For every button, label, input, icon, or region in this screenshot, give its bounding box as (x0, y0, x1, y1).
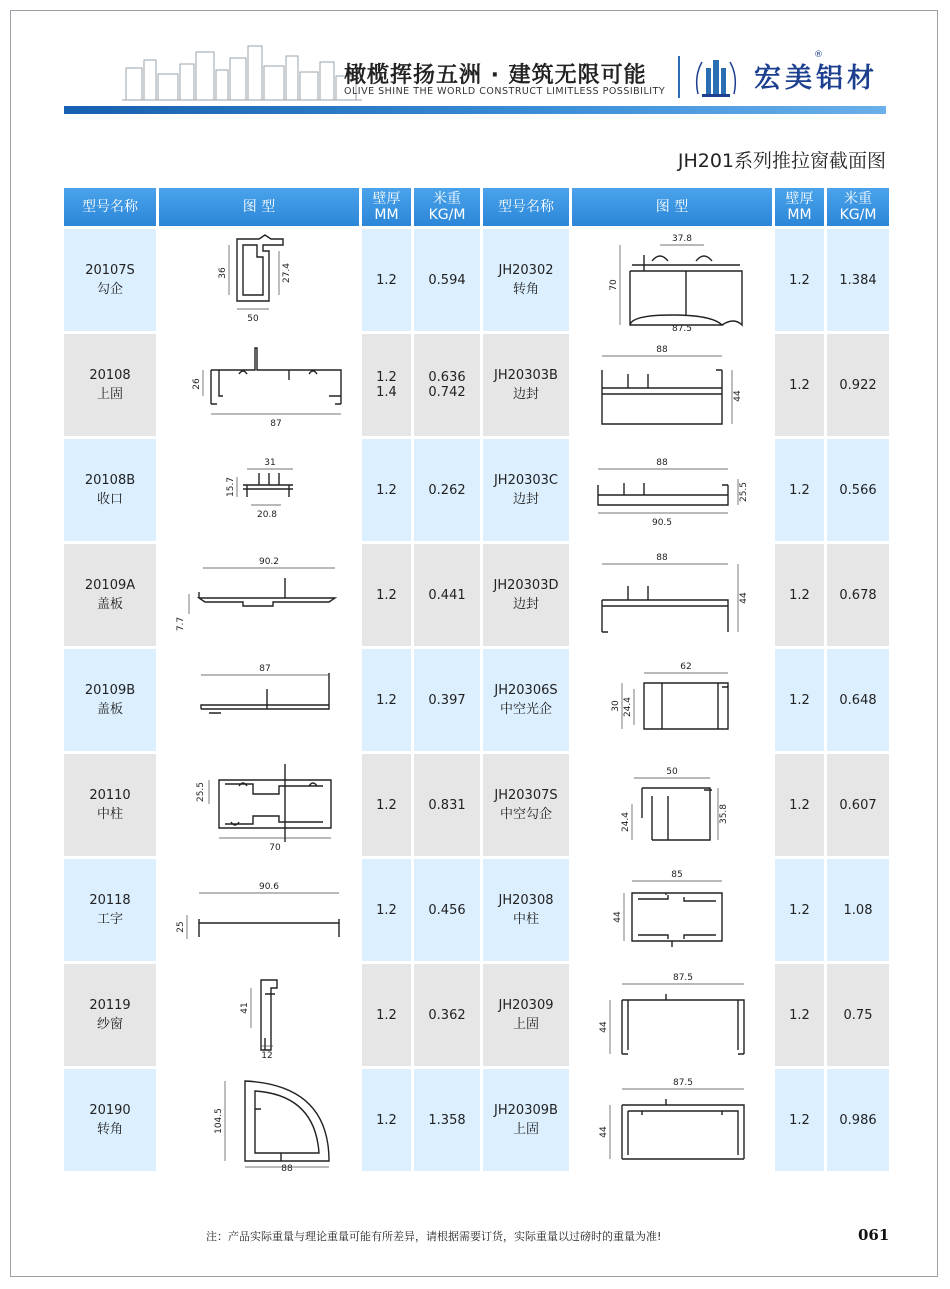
profile-drawing (159, 334, 359, 436)
profile-drawing (572, 544, 772, 646)
slogan-english: OLIVE SHINE THE WORLD CONSTRUCT LIMITLESS POSSIBILITY (344, 86, 666, 97)
model-cell (64, 964, 156, 1066)
header-figure: 图 型 (572, 188, 772, 226)
profile-drawing (159, 859, 359, 961)
header-divider (678, 56, 680, 98)
svg-text:24.4: 24.4 (623, 696, 633, 718)
model-name: 中空勾企 (499, 807, 552, 822)
profile-drawing (572, 229, 772, 331)
profile-spec-table (61, 185, 892, 1174)
header-model: 型号名称 (483, 188, 569, 226)
weight-cell: 0.441 (414, 544, 480, 646)
svg-text:27.4: 27.4 (282, 262, 292, 284)
slogan-chinese: 橄榄挥扬五洲 · 建筑无限可能 (344, 63, 647, 88)
model-code: 20110 (89, 788, 131, 803)
profile-figure (159, 964, 359, 1066)
svg-text:88: 88 (656, 553, 668, 563)
model-cell (64, 859, 156, 961)
thickness-cell: 1.2 (775, 859, 824, 961)
profile-figure (572, 229, 772, 331)
model-name: 转角 (96, 1122, 123, 1137)
model-name: 中空光企 (499, 702, 552, 717)
registered-mark: ® (814, 50, 823, 60)
weight-cell: 0.636 0.742 (414, 334, 480, 436)
thickness-cell: 1.2 (362, 964, 411, 1066)
svg-text:7.7: 7.7 (176, 616, 186, 632)
profile-figure (159, 229, 359, 331)
svg-text:50: 50 (247, 314, 259, 324)
model-name: 工字 (96, 912, 123, 927)
profile-drawing (572, 859, 772, 961)
profile-figure (572, 754, 772, 856)
model-code: JH20303D (493, 578, 559, 593)
thickness-cell: 1.2 (362, 859, 411, 961)
profile-figure (159, 859, 359, 961)
model-name: 盖板 (96, 702, 123, 717)
model-cell (64, 544, 156, 646)
header-blue-bar (64, 106, 886, 114)
svg-text:70: 70 (269, 843, 281, 853)
model-cell (483, 439, 569, 541)
thickness-cell: 1.2 (362, 1069, 411, 1171)
model-name: 边封 (512, 597, 539, 612)
svg-text:87.5: 87.5 (672, 973, 694, 983)
model-code: JH20307S (494, 788, 558, 803)
svg-text:90.6: 90.6 (258, 882, 280, 892)
model-code: JH20303B (494, 368, 558, 383)
thickness-cell: 1.2 (775, 649, 824, 751)
profile-figure (572, 964, 772, 1066)
svg-text:85: 85 (671, 870, 683, 880)
thickness-cell: 1.2 1.4 (362, 334, 411, 436)
svg-text:104.5: 104.5 (214, 1108, 224, 1134)
profile-drawing (159, 649, 359, 751)
table-header-row (64, 188, 889, 226)
table-row (64, 859, 889, 961)
table-row (64, 334, 889, 436)
svg-text:87.5: 87.5 (671, 324, 693, 331)
table-row (64, 1069, 889, 1171)
profile-drawing (572, 964, 772, 1066)
model-cell (483, 964, 569, 1066)
model-name: 边封 (512, 387, 539, 402)
weight-cell: 0.678 (827, 544, 889, 646)
thickness-cell: 1.2 (362, 754, 411, 856)
svg-text:87: 87 (270, 419, 282, 429)
svg-text:25: 25 (176, 921, 186, 933)
table-row (64, 754, 889, 856)
thickness-cell: 1.2 (775, 754, 824, 856)
profile-figure (572, 544, 772, 646)
thickness-cell: 1.2 (775, 229, 824, 331)
weight-cell: 0.831 (414, 754, 480, 856)
profile-drawing (159, 1069, 359, 1171)
model-name: 边封 (512, 492, 539, 507)
svg-text:31: 31 (264, 458, 276, 468)
table-row (64, 964, 889, 1066)
svg-text:87: 87 (259, 664, 271, 674)
thickness-cell: 1.2 (775, 334, 824, 436)
model-code: 20119 (89, 998, 131, 1013)
header-weight: 米重 KG/M (827, 188, 889, 226)
model-code: 20108 (89, 368, 131, 383)
model-name: 上固 (96, 387, 123, 402)
model-name: 转角 (512, 282, 539, 297)
weight-cell: 1.358 (414, 1069, 480, 1171)
model-code: 20109B (84, 683, 136, 698)
svg-text:44: 44 (739, 592, 749, 604)
model-name: 中柱 (512, 912, 539, 927)
svg-text:41: 41 (240, 1002, 250, 1014)
model-name: 纱窗 (96, 1017, 123, 1032)
weight-cell: 0.456 (414, 859, 480, 961)
profile-figure (159, 754, 359, 856)
profile-drawing (159, 754, 359, 856)
thickness-cell: 1.2 (775, 544, 824, 646)
profile-drawing (572, 334, 772, 436)
svg-text:37.8: 37.8 (671, 234, 693, 244)
footnote: 注：产品实际重量与理论重量可能有所差异，请根据需要订货，实际重量以过磅时的重量为准! (206, 1230, 662, 1243)
svg-text:44: 44 (599, 1126, 609, 1138)
weight-cell: 0.594 (414, 229, 480, 331)
profile-figure (572, 1069, 772, 1171)
model-cell (64, 229, 156, 331)
svg-text:35.8: 35.8 (719, 803, 729, 825)
profile-drawing (572, 649, 772, 751)
table-row (64, 544, 889, 646)
svg-text:36: 36 (218, 267, 228, 279)
table-row (64, 229, 889, 331)
model-cell (483, 649, 569, 751)
model-name: 收口 (96, 492, 123, 507)
profile-drawing (572, 439, 772, 541)
page-number: 061 (858, 1226, 890, 1244)
profile-figure (159, 544, 359, 646)
profile-figure (159, 334, 359, 436)
header-thickness: 壁厚 MM (362, 188, 411, 226)
model-cell (483, 229, 569, 331)
weight-cell: 0.75 (827, 964, 889, 1066)
profile-drawing (159, 964, 359, 1066)
profile-drawing (159, 544, 359, 646)
table-row (64, 649, 889, 751)
model-cell (483, 1069, 569, 1171)
svg-text:20.8: 20.8 (256, 510, 278, 520)
weight-cell: 0.262 (414, 439, 480, 541)
weight-cell: 0.648 (827, 649, 889, 751)
profile-drawing (572, 754, 772, 856)
svg-text:15.7: 15.7 (226, 476, 236, 498)
model-name: 勾企 (96, 282, 123, 297)
thickness-cell: 1.2 (362, 229, 411, 331)
model-code: JH20309B (494, 1103, 558, 1118)
profile-figure (572, 439, 772, 541)
profile-figure (159, 649, 359, 751)
model-code: JH20308 (498, 893, 554, 908)
weight-cell: 0.362 (414, 964, 480, 1066)
model-code: JH20309 (498, 998, 554, 1013)
model-cell (64, 1069, 156, 1171)
model-cell (64, 649, 156, 751)
svg-text:44: 44 (613, 911, 623, 923)
weight-cell: 1.08 (827, 859, 889, 961)
svg-text:12: 12 (261, 1051, 273, 1061)
page-header (64, 36, 886, 116)
model-code: 20190 (89, 1103, 131, 1118)
model-code: JH20303C (493, 473, 559, 488)
header-thickness: 壁厚 MM (775, 188, 824, 226)
thickness-cell: 1.2 (362, 649, 411, 751)
svg-text:88: 88 (281, 1164, 293, 1171)
profile-figure (572, 334, 772, 436)
svg-text:44: 44 (733, 390, 743, 402)
model-code: JH20302 (498, 263, 554, 278)
svg-text:70: 70 (609, 279, 619, 291)
thickness-cell: 1.2 (362, 544, 411, 646)
svg-text:88: 88 (656, 345, 668, 355)
model-cell (483, 754, 569, 856)
weight-cell: 1.384 (827, 229, 889, 331)
table-row (64, 439, 889, 541)
model-code: 20107S (85, 263, 135, 278)
svg-text:87.5: 87.5 (672, 1078, 694, 1088)
profile-figure (572, 859, 772, 961)
header-weight: 米重 KG/M (414, 188, 480, 226)
brand-name: 宏美铝材 (754, 63, 878, 94)
weight-cell: 0.397 (414, 649, 480, 751)
profile-drawing (159, 229, 359, 331)
thickness-cell: 1.2 (775, 439, 824, 541)
svg-text:24.4: 24.4 (621, 811, 631, 833)
header-model: 型号名称 (64, 188, 156, 226)
svg-text:44: 44 (599, 1021, 609, 1033)
weight-cell: 0.922 (827, 334, 889, 436)
profile-drawing (159, 439, 359, 541)
profile-drawing (572, 1069, 772, 1171)
model-name: 上固 (512, 1122, 539, 1137)
company-logo-icon (690, 50, 742, 102)
svg-text:26: 26 (192, 378, 202, 390)
model-code: JH20306S (494, 683, 558, 698)
svg-text:50: 50 (666, 767, 678, 777)
model-cell (483, 544, 569, 646)
svg-text:30: 30 (611, 700, 621, 712)
thickness-cell: 1.2 (362, 439, 411, 541)
svg-text:90.2: 90.2 (258, 557, 280, 567)
model-cell (64, 754, 156, 856)
model-cell (64, 334, 156, 436)
model-cell (483, 859, 569, 961)
model-name: 盖板 (96, 597, 123, 612)
model-cell (64, 439, 156, 541)
profile-figure (159, 439, 359, 541)
weight-cell: 0.566 (827, 439, 889, 541)
model-cell (483, 334, 569, 436)
svg-text:90.5: 90.5 (651, 518, 673, 528)
header-figure: 图 型 (159, 188, 359, 226)
model-code: 20108B (84, 473, 136, 488)
svg-text:88: 88 (656, 458, 668, 468)
profile-figure (159, 1069, 359, 1171)
weight-cell: 0.607 (827, 754, 889, 856)
model-name: 上固 (512, 1017, 539, 1032)
model-name: 中柱 (96, 807, 123, 822)
profile-figure (572, 649, 772, 751)
page-title: JH201系列推拉窗截面图 (677, 150, 886, 172)
weight-cell: 0.986 (827, 1069, 889, 1171)
thickness-cell: 1.2 (775, 964, 824, 1066)
model-code: 20109A (84, 578, 136, 593)
model-code: 20118 (89, 893, 131, 908)
thickness-cell: 1.2 (775, 1069, 824, 1171)
svg-text:25.5: 25.5 (196, 781, 206, 803)
svg-text:62: 62 (680, 662, 692, 672)
svg-text:25.5: 25.5 (739, 481, 749, 503)
